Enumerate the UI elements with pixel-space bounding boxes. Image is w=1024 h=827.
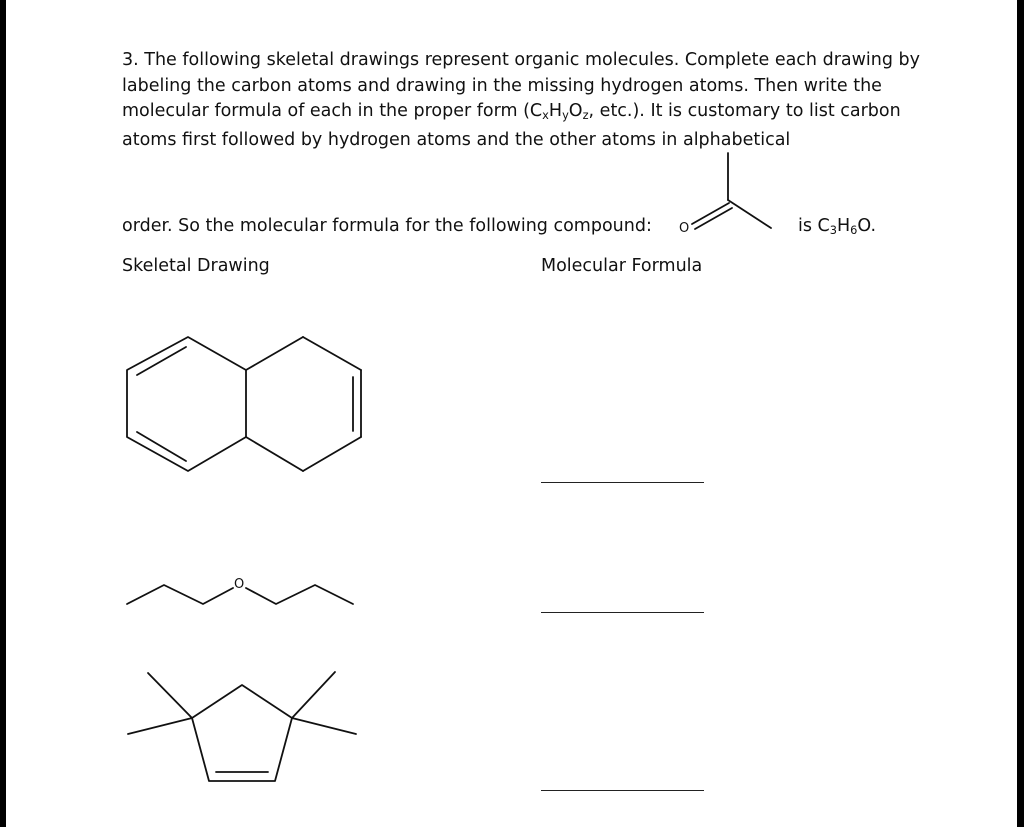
example-formula: is $C_3H_6O$. bbox=[798, 216, 877, 237]
order-line: order. So the molecular formula for the following compound: bbox=[122, 216, 652, 236]
ether-oxygen-label: O bbox=[234, 577, 245, 592]
molecular-formula-blank-3[interactable] bbox=[541, 790, 704, 791]
molecule-3-cyclopentene-drawing bbox=[6, 0, 1017, 827]
molecular-formula-header: Molecular Formula bbox=[541, 256, 703, 276]
question-intro: 3. The following skeletal drawings represent organic molecules. Complete each drawing by labeling the carbon atoms and drawing in the missing hydrogen atoms. Then write the molecular formula of each in the proper form ($C_xH_yO_z$, etc.). It is customary to list carbon atoms first followed by hydrogen atoms and the other atoms in alphabetical bbox=[122, 50, 921, 151]
example-oxygen-label: O bbox=[679, 221, 690, 236]
skeletal-drawing-header: Skeletal Drawing bbox=[122, 256, 270, 276]
worksheet-page bbox=[6, 0, 1017, 827]
